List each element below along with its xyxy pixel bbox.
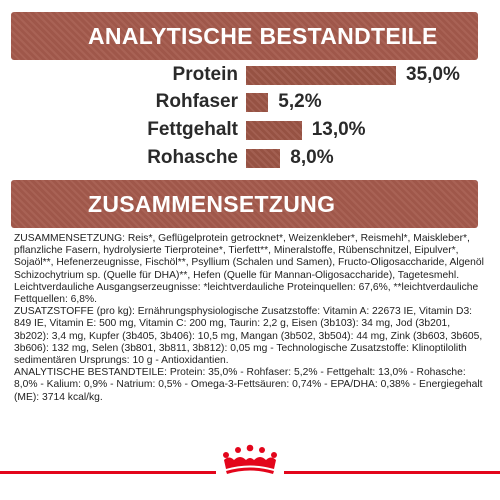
- bar-row-protein: [0, 62, 500, 88]
- composition-paragraph-analytics: ANALYTISCHE BESTANDTEILE: Protein: 35,0% - Rohfaser: 5,2% - Fettgehalt: 13,0% - Rohasche: 8,0% - Kalium: 0,9% - Natrium: 0,5% - Omega-3-Fettsäuren: 0,74% - EPA/DHA: 0,38% - Energiegehalt (ME): 3714 kcal/kg.: [14, 367, 483, 403]
- bar-rohasche: [246, 149, 280, 168]
- composition-paragraph-additives: ZUSATZSTOFFE (pro kg): Ernährungsphysiologische Zusatzstoffe: Vitamin A: 22673 IE, Vitamin D3: 849 IE, Vitamin E: 500 mg, Vitamin C: 200 mg, Taurin: 2,2 g, Eisen (3b103): 34 mg, Jod (3b201, 3b202): 3,4 mg, Kupfer (3b405, 3b406): 10,5 mg, Mangan (3b502, 3b504): 44 mg, Zink (3b603, 3b605, 3b606): 132 mg, Selen (3b801, 3b811, 3b812): 0,05 mg - Technologische Zusatzstoffe: Klinoptilolith sedimentären Ursprungs: 10 g - Antioxidantien.: [14, 306, 483, 367]
- composition-heading-band: [11, 180, 478, 228]
- bar-label-rohfaser: Rohfaser: [155, 91, 238, 112]
- analytics-heading-band: [11, 12, 478, 60]
- bar-value-protein: 35,0%: [406, 64, 460, 85]
- composition-paragraph-ingredients: ZUSAMMENSETZUNG: Reis*, Geflügelprotein getrocknet*, Weizenkleber*, Reismehl*, Maiskleber*, pflanzliche Fasern, hydrolysierte Tierproteine*, Tierfett**, Mineralstoffe, Rübenschnitzel, Eipulver*, Sojaöl**, Hefenerzeugnisse, Fischöl**, Psyllium (Schalen und Samen), Fructo-Oligosaccharide, Algenöl Schizochytrium sp. (Quelle für DHA)**, Hefen (Quelle für Mannan-Oligosaccharide), Tagetesmehl. Leichtverdauliche Ausgangserzeugnisse: *leichtverdauliche Proteinquellen: 67,6%, **leichtverdauliche Fettquellen: 6,8%.: [14, 233, 484, 306]
- analytics-heading: ANALYTISCHE BESTANDTEILE: [88, 22, 438, 49]
- bar-row-rohasche: [0, 145, 500, 171]
- bar-value-rohfaser: 5,2%: [278, 91, 322, 112]
- bar-row-rohfaser: [0, 89, 500, 115]
- bar-label-rohasche: Rohasche: [147, 147, 238, 168]
- royal-canin-crown-logo: [216, 444, 284, 478]
- bar-label-protein: Protein: [172, 64, 238, 85]
- bar-fettgehalt: [246, 121, 302, 140]
- bar-row-fettgehalt: [0, 117, 500, 143]
- composition-text: [14, 233, 486, 404]
- bar-value-fettgehalt: 13,0%: [311, 119, 366, 140]
- bar-protein: [246, 66, 396, 85]
- bar-value-rohasche: 8,0%: [290, 147, 334, 168]
- crown-icon: [216, 444, 284, 478]
- bar-rohfaser: [246, 93, 268, 112]
- composition-heading: ZUSAMMENSETZUNG: [88, 190, 336, 217]
- bar-label-fettgehalt: Fettgehalt: [147, 119, 238, 140]
